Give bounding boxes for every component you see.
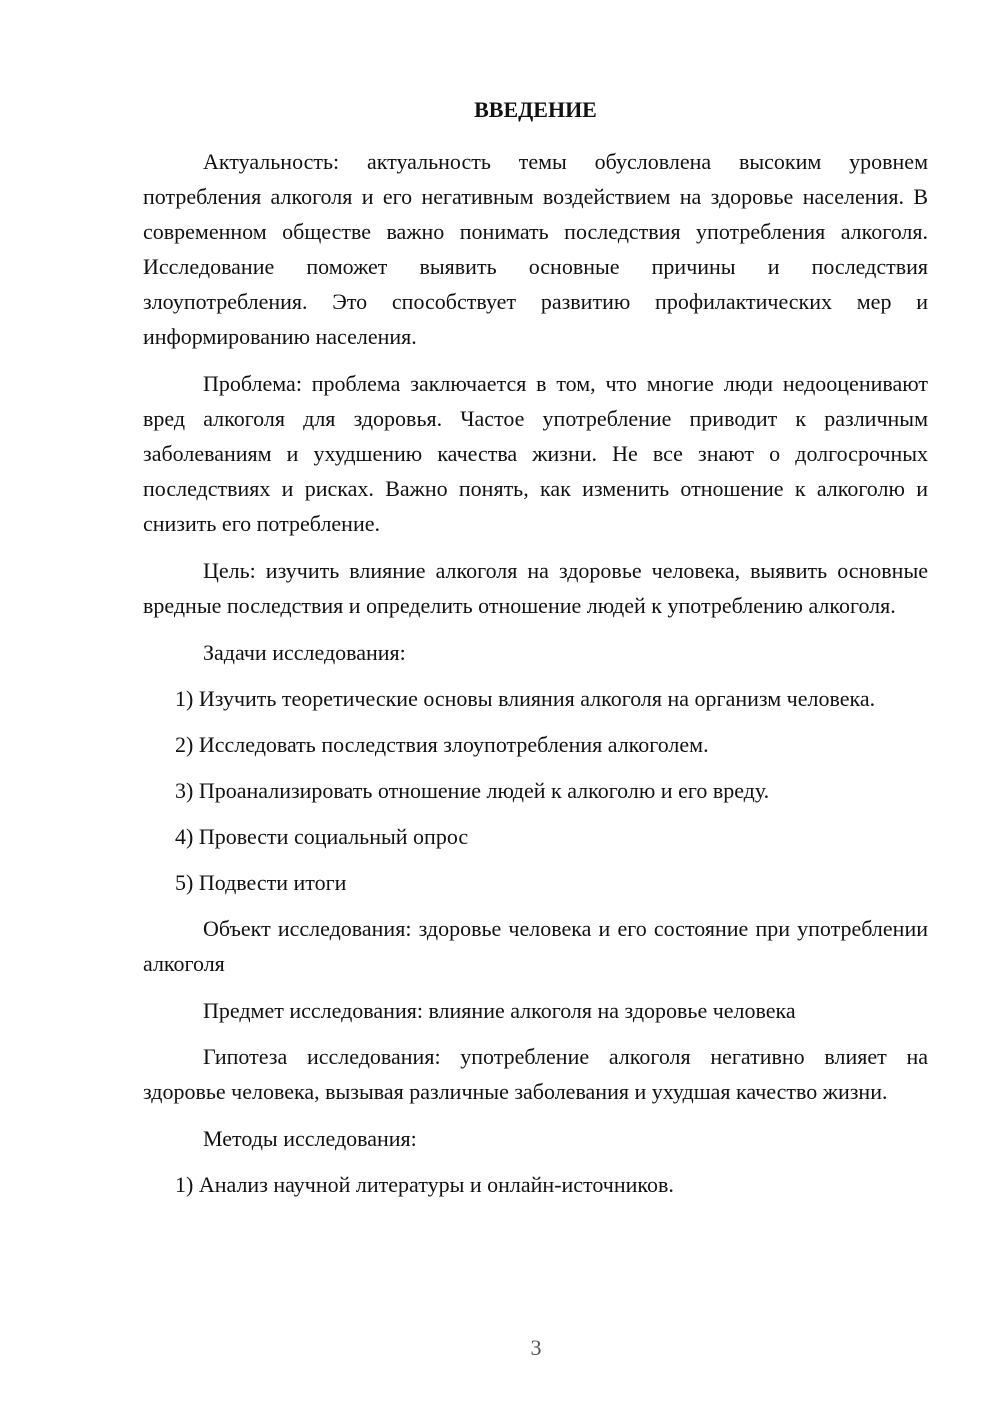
task-item-1: 1) Изучить теоретические основы влияния алкоголя на организм человека.	[175, 686, 876, 711]
page-number: 3	[530, 1335, 542, 1360]
tasks-heading: Задачи исследования:	[203, 640, 406, 665]
paragraph-problem: Проблема: проблема заключается в том, что многие люди недооценивают вред алкоголя для здоровья. Частое употребление приводит к различным заболеваниям и ухудшению качества жизни. Не все знают о долгосрочных последствиях и рисках. Важно понять, как изменить отношение к алкоголю и снизить его потребление.	[143, 371, 928, 536]
paragraph-relevance: Актуальность: актуальность темы обусловлена высоким уровнем потребления алкоголя и его негативным воздействием на здоровье населения. В современном обществе важно понимать последствия употребления алкоголя. Исследование поможет выявить основные причины и последствия злоупотребления. Это способствует развитию профилактических мер и информированию населения.	[143, 149, 928, 349]
paragraph-goal: Цель: изучить влияние алкоголя на здоровье человека, выявить основные вредные последствия и определить отношение людей к употреблению алкоголя.	[143, 558, 928, 618]
method-item-1: 1) Анализ научной литературы и онлайн-источников.	[175, 1172, 674, 1197]
section-title: ВВЕДЕНИЕ	[474, 97, 597, 122]
document-page	[143, 92, 928, 1213]
task-item-5: 5) Подвести итоги	[175, 870, 347, 895]
task-item-2: 2) Исследовать последствия злоупотребления алкоголем.	[175, 732, 709, 757]
paragraph-object: Объект исследования: здоровье человека и его состояние при употреблении алкоголя	[143, 916, 928, 976]
paragraph-subject: Предмет исследования: влияние алкоголя на здоровье человека	[203, 998, 796, 1023]
task-item-4: 4) Провести социальный опрос	[175, 824, 469, 849]
task-item-3: 3) Проанализировать отношение людей к алкоголю и его вреду.	[175, 778, 770, 803]
methods-heading: Методы исследования:	[203, 1126, 417, 1151]
paragraph-hypothesis: Гипотеза исследования: употребление алкоголя негативно влияет на здоровье человека, вызывая различные заболевания и ухудшая качество жизни.	[143, 1044, 928, 1104]
